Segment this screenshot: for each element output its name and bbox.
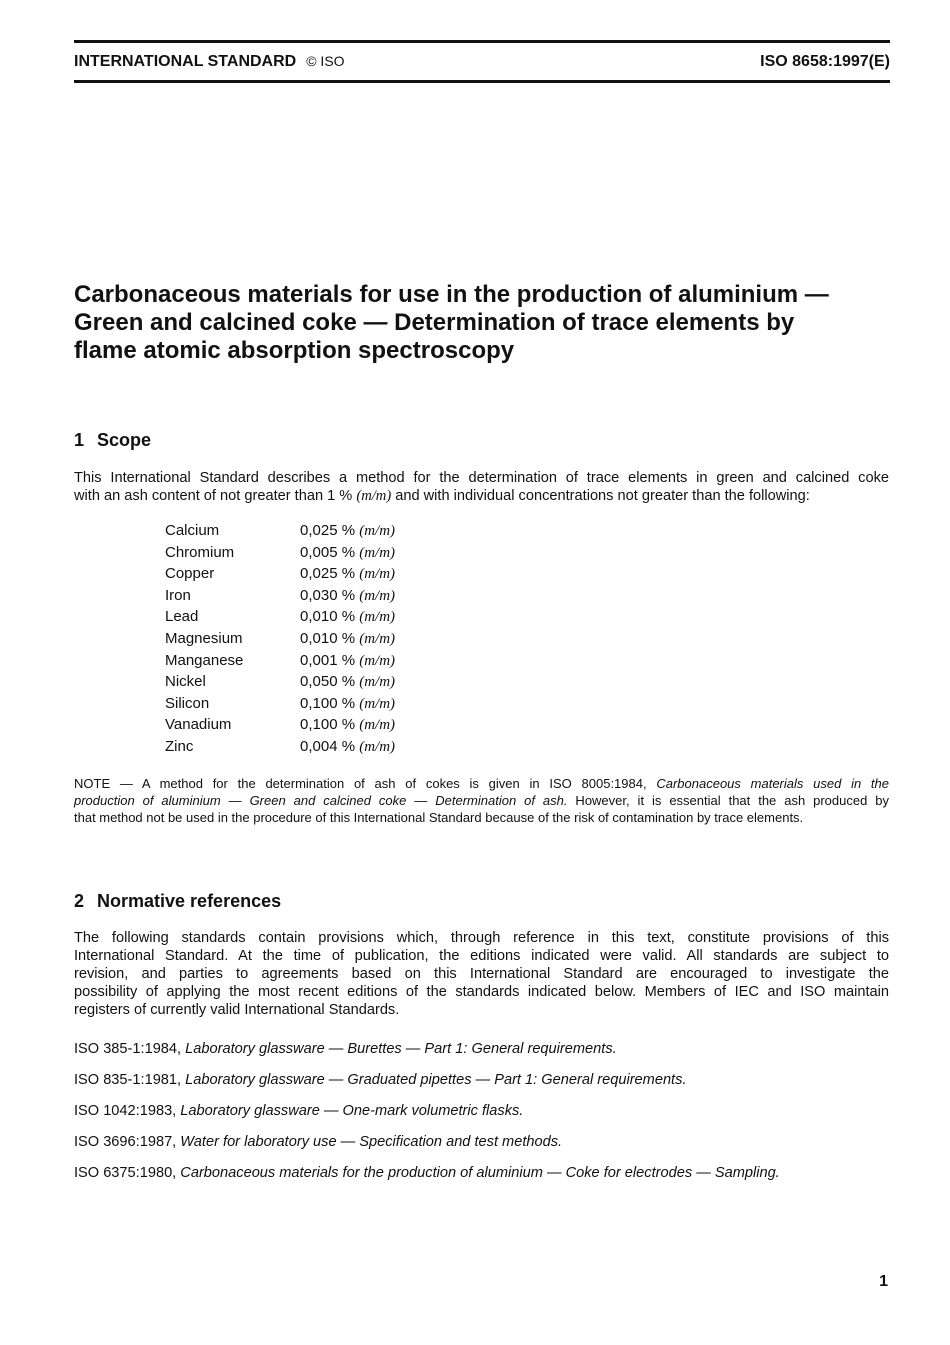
scope-line-2-a: with an ash content of not greater than 1 % xyxy=(74,488,357,504)
element-row xyxy=(165,606,395,628)
element-value-number: 0,100 % xyxy=(300,716,356,734)
element-row xyxy=(165,714,395,736)
element-name: Chromium xyxy=(165,543,235,561)
reference-item xyxy=(74,1133,780,1164)
note-line-1 xyxy=(74,775,889,792)
element-value-number: 0,100 % xyxy=(300,694,356,712)
header-left xyxy=(74,53,345,71)
element-value xyxy=(300,606,395,629)
scope-line-2 xyxy=(74,487,889,505)
section-2-title: Normative references xyxy=(97,891,282,911)
element-value-unit: (m/m) xyxy=(359,652,396,669)
element-name: Lead xyxy=(165,608,199,626)
element-name: Vanadium xyxy=(165,716,232,734)
element-name: Manganese xyxy=(165,651,244,669)
page-number: 1 xyxy=(879,1273,888,1290)
reference-item xyxy=(74,1071,780,1102)
reference-item xyxy=(74,1164,780,1195)
normative-references-paragraph xyxy=(74,929,889,1019)
element-row xyxy=(165,542,395,564)
element-value-unit: (m/m) xyxy=(359,738,396,755)
header-rule-top xyxy=(74,40,890,43)
section-1-title: Scope xyxy=(97,430,152,450)
element-value-unit: (m/m) xyxy=(359,630,396,647)
element-value-number: 0,010 % xyxy=(300,629,356,647)
title-line-1: Carbonaceous materials for use in the production of aluminium — xyxy=(74,281,829,308)
element-name: Silicon xyxy=(165,694,210,712)
scope-paragraph xyxy=(74,469,889,505)
element-value xyxy=(300,693,395,716)
element-value-unit: (m/m) xyxy=(359,587,396,604)
scope-line-1: This International Standard describes a method for the determination of trace elements in green and calcined coke xyxy=(74,470,889,486)
section-1-heading xyxy=(74,430,151,451)
note-line-1-a: NOTE — A method for the determination of ash of cokes is given in ISO 8005:1984, xyxy=(74,776,657,791)
element-value-number: 0,010 % xyxy=(300,608,356,626)
reference-code: ISO 3696:1987, xyxy=(74,1134,181,1150)
reference-title: Laboratory glassware — One-mark volumetric flasks. xyxy=(180,1103,524,1119)
note-line-1-b: Carbonaceous materials used in the xyxy=(656,776,890,791)
element-concentration-list xyxy=(165,520,395,758)
element-value-number: 0,004 % xyxy=(300,737,356,755)
element-name: Copper xyxy=(165,565,215,583)
scope-line-2-unit: (m/m) xyxy=(356,488,392,504)
reference-list xyxy=(74,1040,780,1195)
norm-line-3: revision, and parties to agreements based on this International Standard are encouraged to investigate the xyxy=(74,966,889,982)
reference-item xyxy=(74,1040,780,1071)
element-value xyxy=(300,585,395,608)
note-line-3: that method not be used in the procedure of this International Standard because of the risk of contamination by trace elements. xyxy=(74,810,804,825)
reference-code: ISO 6375:1980, xyxy=(74,1165,181,1181)
note-line-2-b: However, it is essential that the ash produced by xyxy=(567,793,890,808)
element-value-number: 0,025 % xyxy=(300,522,356,539)
element-value-unit: (m/m) xyxy=(359,523,396,539)
element-value-unit: (m/m) xyxy=(359,566,396,583)
element-value-unit: (m/m) xyxy=(359,695,396,712)
element-value xyxy=(300,520,395,543)
reference-title: Laboratory glassware — Graduated pipettes — Part 1: General requirements. xyxy=(185,1072,687,1088)
element-value-unit: (m/m) xyxy=(359,717,396,734)
title-line-2: Green and calcined coke — Determination of trace elements by xyxy=(74,309,795,336)
section-2-heading xyxy=(74,891,281,912)
header-rule-bottom xyxy=(74,80,890,83)
element-value-unit: (m/m) xyxy=(359,544,396,561)
element-value xyxy=(300,542,395,565)
section-1-number: 1 xyxy=(74,430,85,450)
norm-line-4: possibility of applying the most recent editions of the standards indicated below. Members of IEC and ISO maintain xyxy=(74,984,889,1000)
note-line-2 xyxy=(74,792,889,809)
element-name: Calcium xyxy=(165,522,220,539)
element-value-number: 0,050 % xyxy=(300,673,356,691)
element-value-number: 0,025 % xyxy=(300,565,356,583)
element-row xyxy=(165,671,395,693)
element-name: Zinc xyxy=(165,737,194,755)
reference-code: ISO 1042:1983, xyxy=(74,1103,181,1119)
reference-item xyxy=(74,1102,780,1133)
reference-title: Carbonaceous materials for the production of aluminium — Coke for electrodes — Sampling. xyxy=(180,1165,780,1181)
norm-line-1: The following standards contain provisions which, through reference in this text, constitute provisions of this xyxy=(74,930,889,946)
title-line-3: flame atomic absorption spectroscopy xyxy=(74,337,515,364)
element-value xyxy=(300,714,395,737)
element-row xyxy=(165,693,395,715)
element-value-unit: (m/m) xyxy=(359,674,396,691)
element-value xyxy=(300,563,395,586)
element-name: Nickel xyxy=(165,673,206,691)
section-2-number: 2 xyxy=(74,891,85,911)
element-value-unit: (m/m) xyxy=(359,609,396,626)
header-standard-label: INTERNATIONAL STANDARD xyxy=(74,53,297,70)
element-row xyxy=(165,585,395,607)
element-row xyxy=(165,563,395,585)
element-value xyxy=(300,736,395,759)
element-row xyxy=(165,736,395,758)
element-value-number: 0,030 % xyxy=(300,586,356,604)
element-value xyxy=(300,628,395,651)
element-row xyxy=(165,628,395,650)
element-value xyxy=(300,650,395,673)
document-title xyxy=(74,281,904,365)
element-value-number: 0,001 % xyxy=(300,651,356,669)
scope-note xyxy=(74,775,889,826)
reference-code: ISO 385-1:1984, xyxy=(74,1041,186,1057)
header-document-code: ISO 8658:1997(E) xyxy=(760,53,890,70)
header-copyright: © ISO xyxy=(306,53,345,69)
element-name: Magnesium xyxy=(165,629,243,647)
element-name: Iron xyxy=(165,586,191,604)
scope-line-2-b: and with individual concentrations not greater than the following: xyxy=(391,488,810,504)
reference-code: ISO 835-1:1981, xyxy=(74,1072,186,1088)
element-row xyxy=(165,650,395,672)
note-line-2-a: production of aluminium — Green and calcined coke — Determination of ash. xyxy=(74,793,568,808)
norm-line-2: International Standard. At the time of publication, the editions indicated were valid. All standards are subject to xyxy=(74,948,889,964)
reference-title: Laboratory glassware — Burettes — Part 1: General requirements. xyxy=(185,1041,617,1057)
reference-title: Water for laboratory use — Specification and test methods. xyxy=(180,1134,563,1150)
element-row xyxy=(165,520,395,542)
norm-line-5: registers of currently valid International Standards. xyxy=(74,1002,400,1018)
element-value-number: 0,005 % xyxy=(300,543,356,561)
element-value xyxy=(300,671,395,694)
